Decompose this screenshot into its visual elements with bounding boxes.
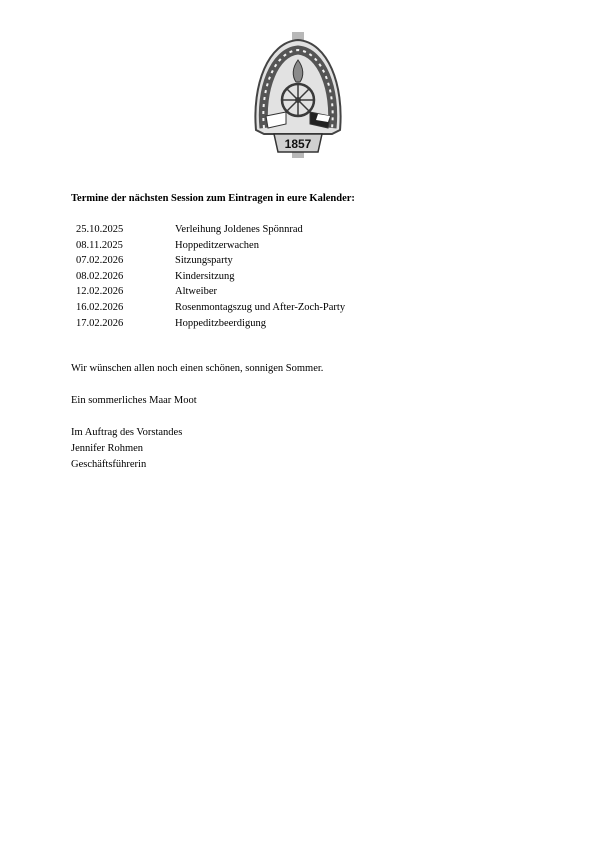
club-logo (246, 30, 350, 160)
event-row (76, 284, 345, 300)
event-date: 25.10.2025 (76, 224, 124, 235)
event-date: 16.02.2026 (76, 301, 124, 313)
logo-year: 1857 (284, 137, 312, 151)
event-name: Verleihung Joldenes Spönnrad (175, 224, 303, 235)
event-name: Altweiber (175, 286, 217, 298)
event-date: 17.02.2026 (76, 317, 124, 329)
event-date: 12.02.2026 (76, 286, 124, 298)
event-date: 07.02.2026 (76, 255, 124, 267)
event-name: Hoppeditzerwachen (175, 239, 259, 251)
greeting: Ein sommerliches Maar Moot (71, 395, 197, 406)
section-heading: Termine der nächsten Session zum Eintragen in eure Kalender: (71, 193, 355, 204)
event-row (76, 238, 345, 254)
event-name: Sitzungsparty (175, 255, 233, 267)
event-list (76, 222, 345, 331)
event-row (76, 269, 345, 285)
event-row (76, 253, 345, 269)
signature-role: Geschäftsführerin (71, 459, 147, 470)
event-name: Kindersitzung (175, 270, 235, 282)
signature-name: Jennifer Rohmen (71, 443, 144, 454)
event-row (76, 316, 345, 332)
event-row (76, 300, 345, 316)
signature-line: Im Auftrag des Vorstandes (71, 427, 183, 438)
event-name: Hoppeditzbeerdigung (175, 317, 266, 329)
event-name: Rosenmontagszug und After-Zoch-Party (175, 301, 346, 313)
event-row (76, 222, 345, 238)
event-date: 08.11.2025 (76, 239, 123, 251)
summer-wish: Wir wünschen allen noch einen schönen, sonnigen Sommer. (71, 363, 324, 374)
event-date: 08.02.2026 (76, 270, 124, 282)
